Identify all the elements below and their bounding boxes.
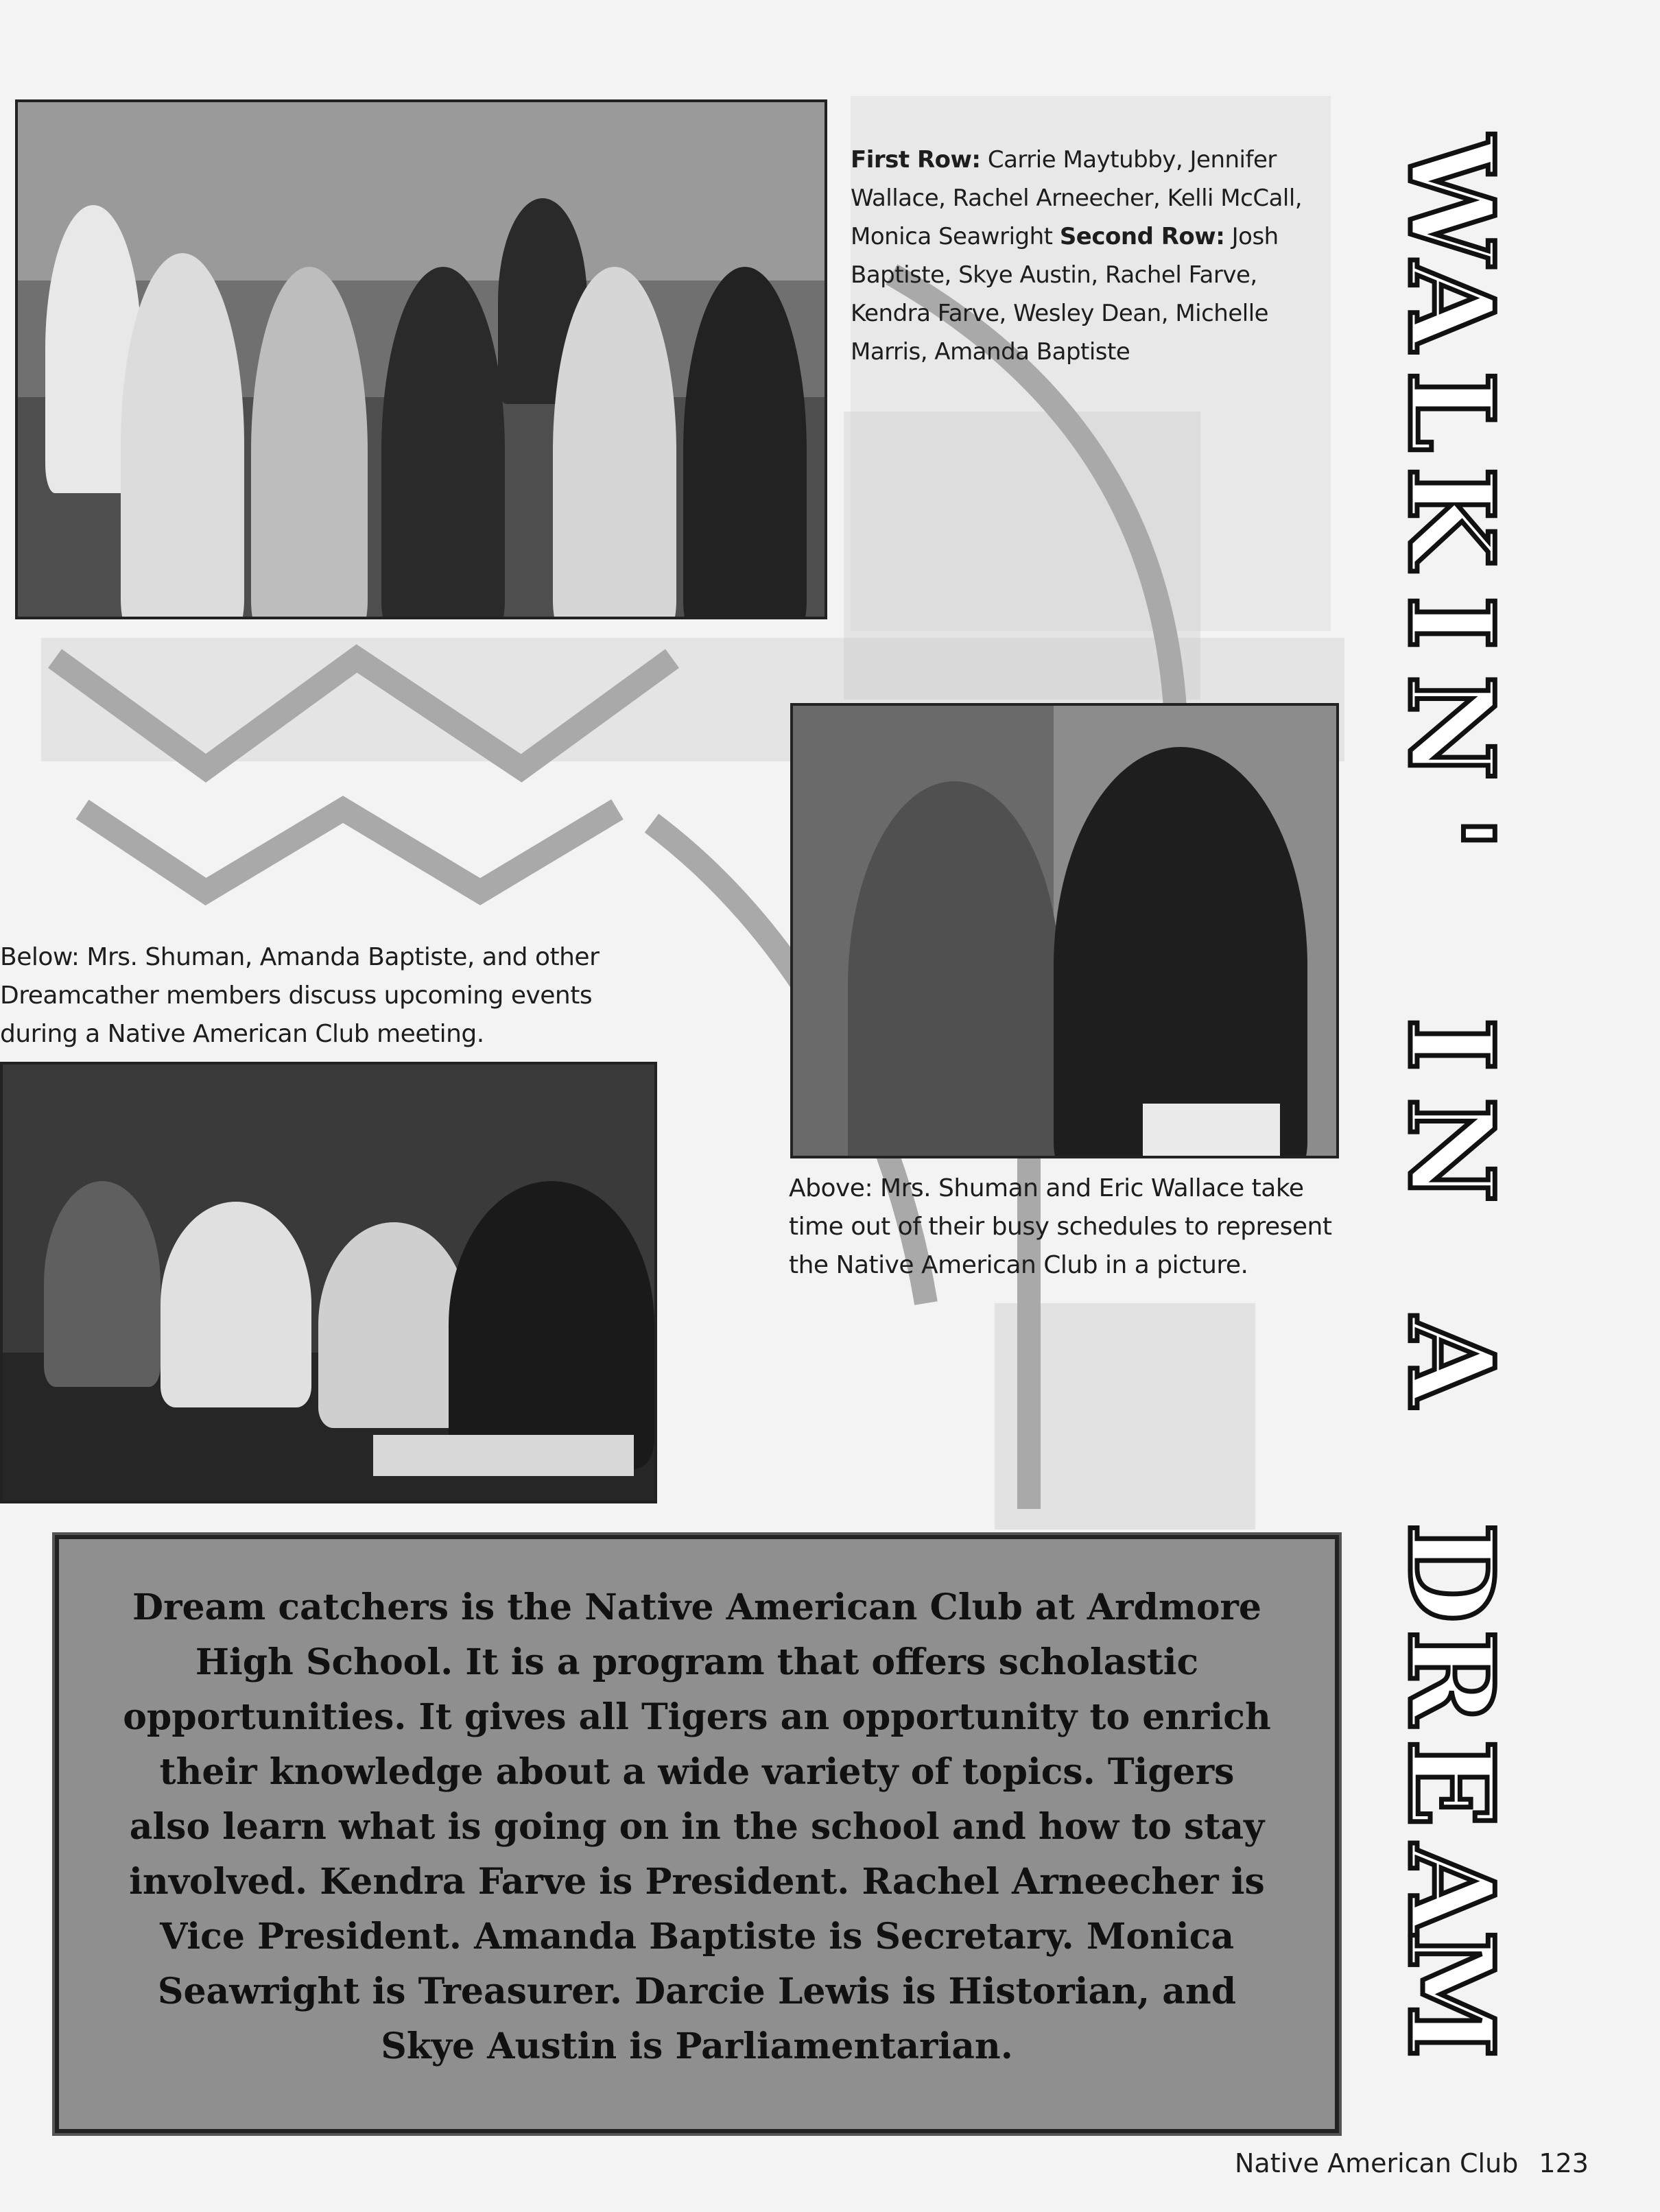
portrait-photo-caption-text: Above: Mrs. Shuman and Eric Wallace take time out of their busy schedules to represent the Native American Club in a picture. bbox=[789, 1174, 1332, 1279]
title-letter: A bbox=[1382, 1844, 1519, 1934]
title-letter: A bbox=[1382, 261, 1519, 351]
club-description-panel bbox=[55, 1535, 1339, 2133]
title-letter: R bbox=[1382, 1630, 1519, 1726]
meeting-photo-caption bbox=[0, 938, 638, 1054]
title-letter: ' bbox=[1382, 816, 1519, 852]
portrait-photo-caption bbox=[789, 1169, 1338, 1285]
title-letter: I bbox=[1382, 1017, 1519, 1072]
title-letter: E bbox=[1382, 1739, 1519, 1828]
meeting-photo-caption-text: Below: Mrs. Shuman, Amanda Baptiste, and other Dreamcather members discuss upcoming events during a Native American Club meeting. bbox=[0, 943, 600, 1048]
title-letter: D bbox=[1382, 1522, 1519, 1623]
first-row-label: First Row: bbox=[851, 146, 981, 174]
title-letter: W bbox=[1382, 134, 1519, 265]
club-description-text: Dream catchers is the Native American Club at Ardmore High School. It is a program that offers scholastic opportunities. It gives all Tigers an opportunity to enrich their knowledge about a wide variety of topics. Tigers also learn what is going on in the school and how to stay involved. Kendra Farve is President. Rachel Arneecher is Vice President. Amanda Baptiste is Secretary. Monica Seawright is Treasurer. Darcie Lewis is Historian, and Skye Austin is Parliamentarian. bbox=[123, 1586, 1271, 2067]
footer-section: Native American Club bbox=[1235, 2148, 1519, 2178]
first-row-names: Carrie Maytubby, Jennifer Wallace, Rachel Arneecher, Kelli McCall, Monica Seawright bbox=[851, 146, 1303, 250]
title-letter: M bbox=[1382, 1930, 1519, 2059]
title-letter: I bbox=[1382, 595, 1519, 650]
group-photo bbox=[15, 99, 827, 619]
title-letter: K bbox=[1382, 466, 1519, 568]
title-letters bbox=[1372, 134, 1530, 2059]
group-photo-caption bbox=[851, 141, 1317, 371]
second-row-names: Josh Baptiste, Skye Austin, Rachel Farve, Kendra Farve, Wesley Dean, Michelle Marris, Amanda Baptiste bbox=[851, 223, 1279, 366]
shuman-wallace-photo bbox=[790, 703, 1339, 1158]
title-letter: N bbox=[1382, 1097, 1519, 1204]
page-footer bbox=[1235, 2148, 1589, 2178]
title-letter: A bbox=[1382, 1316, 1519, 1407]
title-letter: N bbox=[1382, 675, 1519, 781]
page-number: 123 bbox=[1539, 2148, 1589, 2178]
title-letter: L bbox=[1382, 370, 1519, 453]
meeting-photo bbox=[0, 1062, 657, 1503]
second-row-label: Second Row: bbox=[1059, 223, 1225, 250]
page-title-vertical bbox=[1372, 134, 1530, 2059]
